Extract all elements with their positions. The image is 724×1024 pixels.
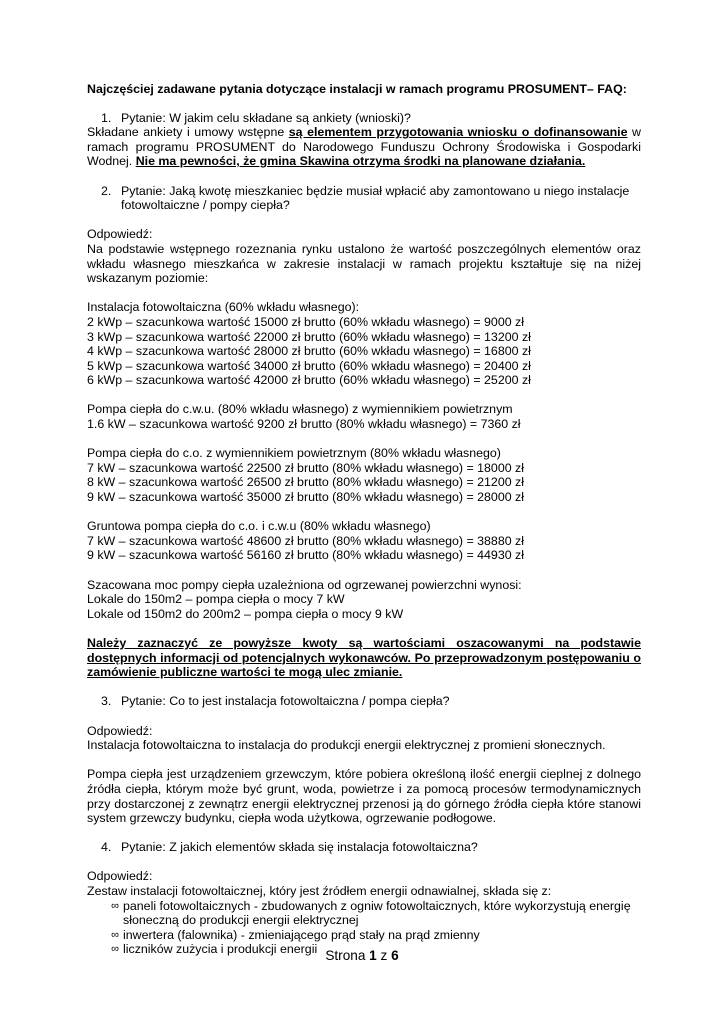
- pv-line: 4 kWp – szacunkowa wartość 28000 zł brutto (60% wkładu własnego) = 16800 zł: [87, 344, 531, 359]
- answer-text: Instalacja fotowoltaiczna to instalacja do produkcji energii elektrycznej z promieni słonecznych.: [87, 738, 606, 753]
- answer-emphasis: Nie ma pewności, że gmina Skawina otrzyma środki na planowane działania.: [135, 154, 586, 169]
- footer-prefix: Strona: [325, 948, 370, 963]
- question-number: 1.: [101, 110, 112, 125]
- pv-line: 5 kWp – szacunkowa wartość 34000 zł brutto (60% wkładu własnego) = 20400 zł: [87, 358, 531, 373]
- answer-text: Na podstawie wstępnego rozeznania rynku ustalono że wartość poszczególnych elementów oraz wkładu własnego mieszkańca w zakresie instalacji w ramach projektu kształtuje się na niżej wskazanym poziomie:: [87, 241, 641, 286]
- cwu-header: Pompa ciepła do c.w.u. (80% wkładu własnego) z wymiennikiem powietrznym: [87, 402, 513, 417]
- power-line: Lokale do 150m2 – pompa ciepła o mocy 7 kW: [87, 592, 345, 607]
- co-line: 7 kW – szacunkowa wartość 22500 zł brutto (80% wkładu własnego) = 18000 zł: [87, 460, 524, 475]
- answer-label: Odpowiedź:: [87, 723, 153, 738]
- question-text: Pytanie: W jakim celu składane są ankiety (wnioski)?: [121, 110, 411, 125]
- infinity-bullet-icon: ∞: [111, 943, 119, 956]
- list-item-text: inwertera (falownika) - zmieniającego prąd stały na prąd zmienny: [123, 927, 480, 942]
- price-disclaimer: Należy zaznaczyć ze powyższe kwoty są wartościami oszacowanymi na podstawie dostępnych informacji od potencjalnych wykonawców. Po przeprowadzonym postępowaniu o zamówienie publiczne wartości te mogą ulec zmianie.: [87, 635, 641, 680]
- power-header: Szacowana moc pompy ciepła uzależniona od ogrzewanej powierzchni wynosi:: [87, 577, 522, 592]
- list-item: [87, 899, 641, 928]
- question-number: 3.: [101, 694, 112, 709]
- question-text: Pytanie: Jaką kwotę mieszkaniec będzie musiał wpłacić aby zamontowano u niego instalacje fotowoltaiczne / pompy ciepła?: [121, 183, 630, 213]
- answer-1: [87, 125, 641, 169]
- infinity-bullet-icon: ∞: [111, 899, 119, 912]
- cwu-line: 1.6 kW – szacunkowa wartość 9200 zł brutto (80% wkładu własnego) = 7360 zł: [87, 417, 521, 432]
- question-4: [87, 840, 641, 855]
- answer-label: Odpowiedź:: [87, 227, 153, 242]
- page-footer: [0, 948, 724, 963]
- co-line: 9 kW – szacunkowa wartość 35000 zł brutto (80% wkładu własnego) = 28000 zł: [87, 490, 524, 505]
- footer-separator: z: [376, 948, 392, 963]
- answer-text: Pompa ciepła jest urządzeniem grzewczym, które pobiera określoną ilość energii cieplnej z dolnego źródła ciepła, którym może być grunt, woda, powietrze i za pomocą procesów termodynamicznych przy dostarczonej z zewnątrz energii elektrycznej przenosi ją do górnego źródła ciepła które stanowi system grzewczy budynku, ciepła woda użytkowa, ogrzewanie podłogowe.: [87, 767, 641, 826]
- answer-emphasis: są elementem przygotowania wniosku o dofinansowanie: [288, 125, 628, 140]
- answer-text: Składane ankiety i umowy wstępne: [87, 125, 289, 140]
- document-page: [87, 82, 641, 957]
- pv-line: 2 kWp – szacunkowa wartość 15000 zł brutto (60% wkładu własnego) = 9000 zł: [87, 314, 524, 329]
- pv-line: 6 kWp – szacunkowa wartość 42000 zł brutto (60% wkładu własnego) = 25200 zł: [87, 373, 531, 388]
- power-line: Lokale od 150m2 do 200m2 – pompa ciepła o mocy 9 kW: [87, 606, 404, 621]
- question-3: [87, 694, 641, 709]
- question-number: 2.: [101, 183, 112, 198]
- pv-line: 3 kWp – szacunkowa wartość 22000 zł brutto (60% wkładu własnego) = 13200 zł: [87, 329, 531, 344]
- list-item: [87, 928, 641, 943]
- co-header: Pompa ciepła do c.o. z wymiennikiem powietrznym (80% wkładu własnego): [87, 446, 501, 461]
- total-page-count: 6: [391, 948, 399, 963]
- list-item-text: paneli fotowoltaicznych - zbudowanych z ogniw fotowoltaicznych, które wykorzystują energię słoneczną do produkcji energii elektrycznej: [123, 898, 631, 928]
- co-line: 8 kW – szacunkowa wartość 26500 zł brutto (80% wkładu własnego) = 21200 zł: [87, 475, 524, 490]
- ground-line: 9 kW – szacunkowa wartość 56160 zł brutto (80% wkładu własnego) = 44930 zł: [87, 548, 524, 563]
- answer-text: w ramach programu PROSUMENT do Narodowego Funduszu Ochrony Środowiska i Gospodarki Wodnej.: [87, 125, 641, 169]
- question-number: 4.: [101, 840, 112, 855]
- current-page-number: 1: [369, 948, 377, 963]
- infinity-bullet-icon: ∞: [111, 928, 119, 941]
- question-text: Pytanie: Co to jest instalacja fotowoltaiczna / pompa ciepła?: [121, 694, 450, 709]
- answer-text: Zestaw instalacji fotowoltaicznej, który jest źródłem energii odnawialnej, składa się z:: [87, 884, 552, 899]
- answer-label: Odpowiedź:: [87, 869, 153, 884]
- ground-header: Gruntowa pompa ciepła do c.o. i c.w.u (80% wkładu własnego): [87, 519, 431, 534]
- question-text: Pytanie: Z jakich elementów składa się instalacja fotowoltaiczna?: [121, 840, 478, 855]
- pv-header: Instalacja fotowoltaiczna (60% wkładu własnego):: [87, 300, 360, 315]
- document-title: Najczęściej zadawane pytania dotyczące instalacji w ramach programu PROSUMENT– FAQ:: [87, 82, 627, 96]
- question-1: [87, 111, 641, 126]
- list-item-text: liczników zużycia i produkcji energii: [123, 942, 318, 957]
- question-2: [87, 184, 641, 213]
- ground-line: 7 kW – szacunkowa wartość 48600 zł brutto (80% wkładu własnego) = 38880 zł: [87, 533, 524, 548]
- pv-list: [87, 315, 641, 388]
